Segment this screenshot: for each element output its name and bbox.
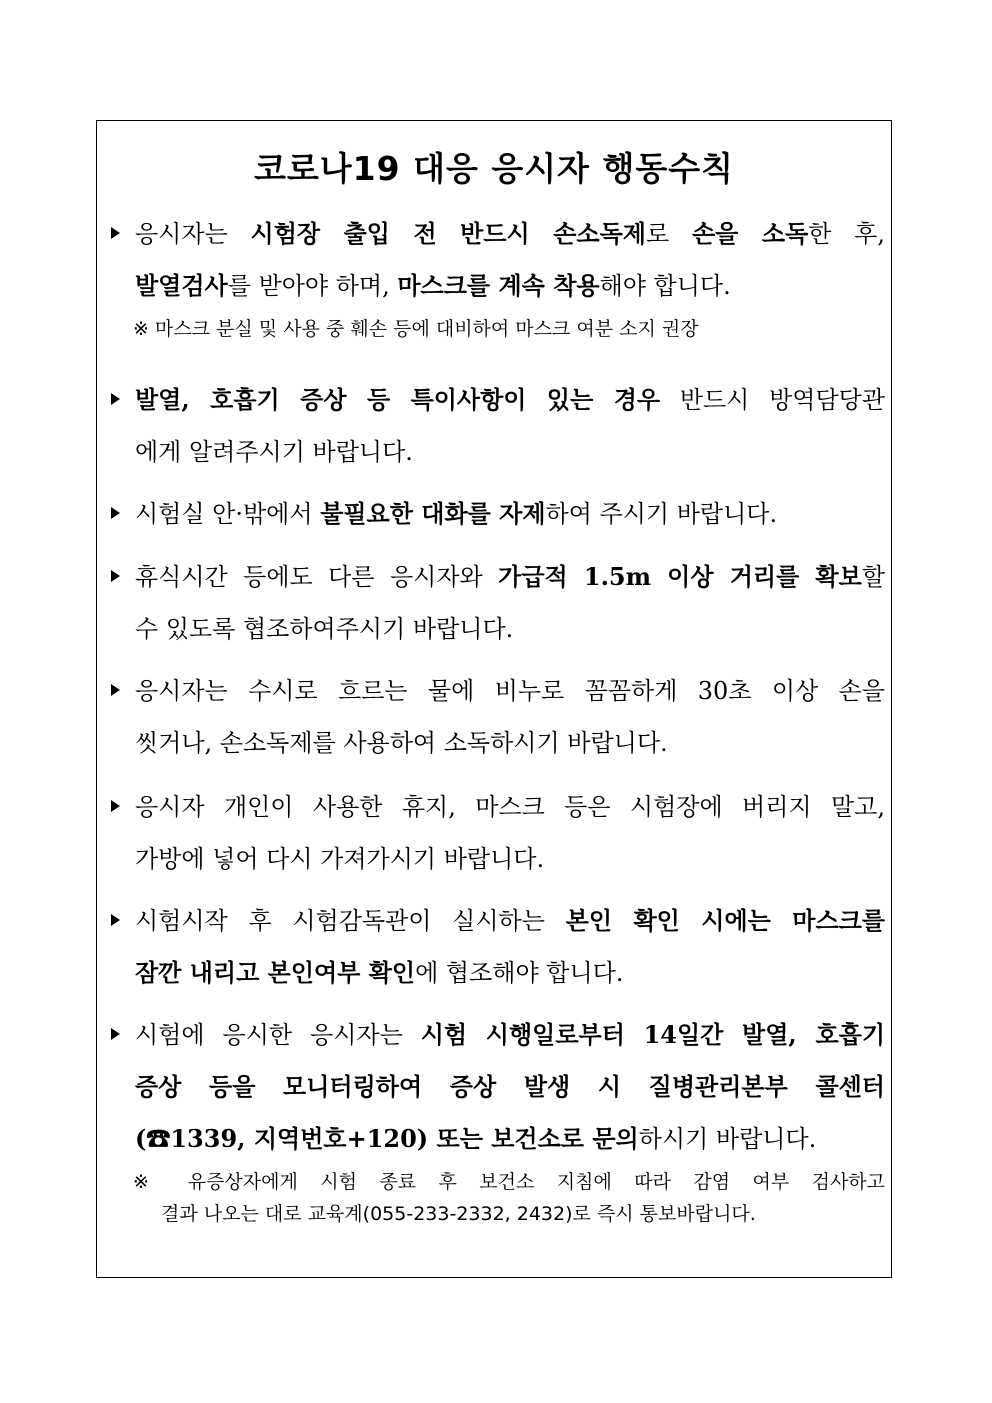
rule-text: 시험실 안·밖에서 — [135, 500, 321, 528]
emphasis-text: 불필요한 대화를 자제 — [320, 499, 546, 528]
rule-line — [135, 791, 885, 823]
rule-line — [135, 1071, 885, 1103]
rule-text: 에게 알려주시기 바랍니다. — [135, 438, 413, 466]
rule-text: 시험시작 후 시험감독관이 실시하는 — [135, 907, 566, 935]
emphasis-text: 발열, 호흡기 증상 등 특이사항이 있는 경우 — [135, 385, 661, 414]
rule-text: 휴식시간 등에도 다른 응시자와 — [135, 563, 499, 591]
triangle-bullet-icon — [111, 507, 120, 519]
emphasis-text: 본인 확인 시에는 마스크를 — [565, 906, 885, 935]
rule-text: 할 — [861, 563, 885, 591]
rule-line — [135, 498, 885, 530]
triangle-bullet-icon — [111, 570, 120, 582]
rule-text: 반드시 방역담당관 — [660, 386, 885, 414]
rule-text: 응시자는 수시로 흐르는 물에 비누로 꼼꼼하게 30초 이상 손을 — [135, 677, 885, 705]
triangle-bullet-icon — [111, 1028, 120, 1040]
rule-line — [135, 613, 885, 645]
triangle-bullet-icon — [111, 227, 120, 239]
emphasis-text: (☎1339, 지역번호+120) 또는 보건소로 문의 — [135, 1124, 639, 1153]
triangle-bullet-icon — [111, 800, 120, 812]
rule-text: 시험에 응시한 응시자는 — [135, 1021, 421, 1049]
rule-note: ※ 마스크 분실 및 사용 중 훼손 등에 대비하여 마스크 여분 소지 권장 — [133, 318, 699, 340]
rule-text: 해야 합니다. — [599, 272, 731, 300]
emphasis-text: 마스크를 계속 착용 — [397, 271, 600, 300]
rule-note: 결과 나오는 대로 교육계(055-233-2332, 2432)로 즉시 통보바랍니다. — [161, 1203, 756, 1225]
emphasis-text: 잠깐 내리고 본인여부 확인 — [135, 958, 416, 987]
rule-text: 응시자는 — [135, 220, 251, 248]
emphasis-text: 발열검사 — [135, 271, 228, 300]
rule-text: 수 있도록 협조하여주시기 바랍니다. — [135, 615, 514, 643]
rule-line — [135, 1019, 885, 1051]
notice-box — [96, 120, 892, 1278]
rule-line — [135, 843, 885, 875]
rule-line — [135, 436, 885, 468]
rule-text: 하여 주시기 바랍니다. — [545, 500, 778, 528]
rule-line — [135, 218, 885, 250]
rule-line — [135, 957, 885, 989]
triangle-bullet-icon — [111, 393, 120, 405]
rule-text: 가방에 넣어 다시 가져가시기 바랍니다. — [135, 845, 545, 873]
emphasis-text: 시험장 출입 전 반드시 손소독제 — [250, 219, 646, 248]
rule-note: ※ 유증상자에게 시험 종료 후 보건소 지침에 따라 감염 여부 검사하고 — [133, 1171, 885, 1193]
rule-text: 를 받아야 하며, — [227, 272, 398, 300]
rule-text: 하시기 바랍니다. — [638, 1125, 817, 1153]
emphasis-text: 손을 소독 — [691, 219, 809, 248]
rule-line — [135, 675, 885, 707]
emphasis-text: 시험 시행일로부터 14일간 발열, 호흡기 — [420, 1020, 885, 1049]
triangle-bullet-icon — [111, 914, 120, 926]
rule-text: 한 후, — [808, 220, 885, 248]
rule-line — [135, 384, 885, 416]
rule-line — [135, 1123, 885, 1155]
rule-text: 로 — [645, 220, 692, 248]
rule-text: 에 협조해야 합니다. — [415, 959, 624, 987]
rule-line — [135, 270, 885, 302]
page-title: 코로나19 대응 응시자 행동수칙 — [254, 149, 734, 188]
rule-line — [135, 727, 885, 759]
triangle-bullet-icon — [111, 684, 120, 696]
rule-text: 응시자 개인이 사용한 휴지, 마스크 등은 시험장에 버리지 말고, — [135, 793, 885, 821]
emphasis-text: 가급적 1.5m 이상 거리를 확보 — [498, 562, 862, 591]
emphasis-text: 증상 등을 모니터링하여 증상 발생 시 질병관리본부 콜센터 — [135, 1072, 885, 1101]
rule-text: 씻거나, 손소독제를 사용하여 소독하시기 바랍니다. — [135, 729, 668, 757]
rule-line — [135, 561, 885, 593]
rule-line — [135, 905, 885, 937]
